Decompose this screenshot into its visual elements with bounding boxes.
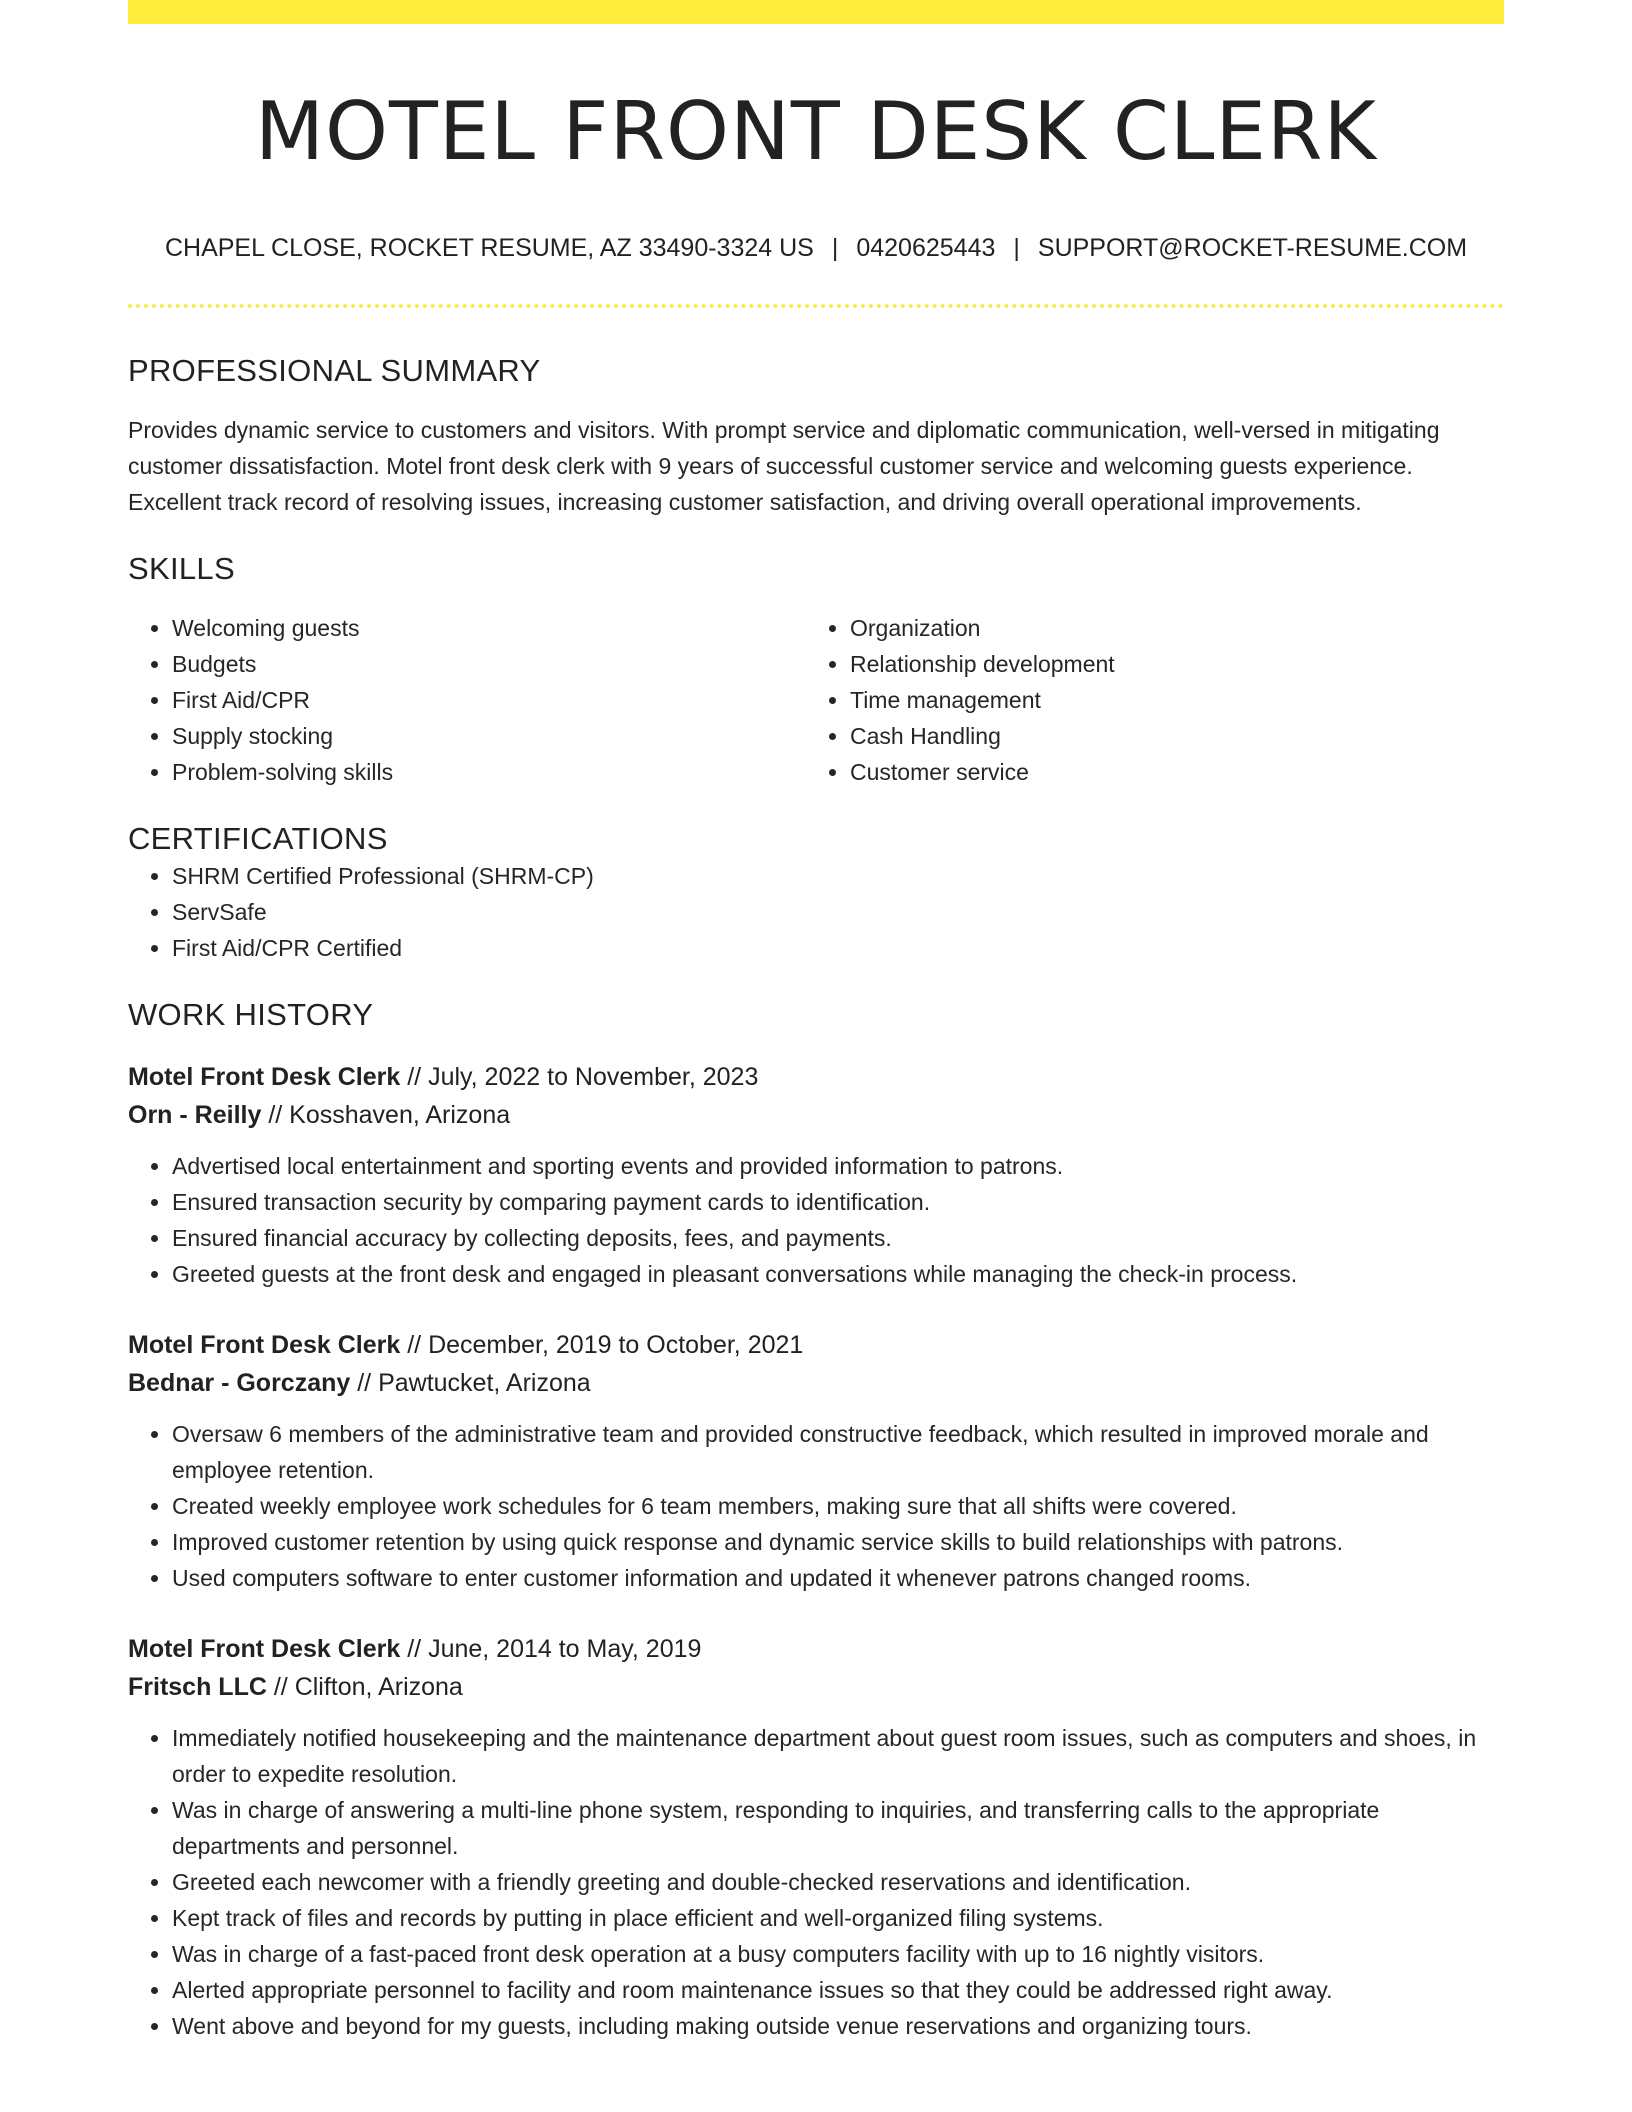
job-bullet: • Used computers software to enter customer information and updated it whenever patrons changed rooms.	[172, 1560, 1504, 1596]
job-title-line	[128, 1058, 1504, 1096]
resume-name-heading: MOTEL FRONT DESK CLERK	[255, 85, 1377, 178]
certification-item: • ServSafe	[172, 894, 1504, 930]
certifications-list	[128, 858, 1504, 966]
job-bullet: • Kept track of files and records by putting in place efficient and well-organized filing systems.	[172, 1900, 1504, 1936]
job-dates: // June, 2014 to May, 2019	[400, 1635, 702, 1663]
job-bullet-list	[128, 1720, 1504, 2044]
skill-item: • Problem-solving skills	[172, 754, 806, 790]
certification-item: • First Aid/CPR Certified	[172, 930, 1504, 966]
job-bullet: • Alerted appropriate personnel to facility and room maintenance issues so that they could be addressed right away.	[172, 1972, 1504, 2008]
skill-item: • Welcoming guests	[172, 610, 806, 646]
job-dates: // July, 2022 to November, 2023	[400, 1063, 759, 1091]
contact-phone: 0420625443	[856, 234, 996, 262]
job-bullet: • Was in charge of a fast-paced front desk operation at a busy computers facility with up to 16 nightly visitors.	[172, 1936, 1504, 1972]
job-location: // Pawtucket, Arizona	[350, 1369, 591, 1397]
job-role: Motel Front Desk Clerk	[128, 1063, 401, 1091]
job-bullet: • Went above and beyond for my guests, including making outside venue reservations and organizing tours.	[172, 2008, 1504, 2044]
contact-address: CHAPEL CLOSE, ROCKET RESUME, AZ 33490-3324 US	[164, 234, 814, 262]
job-bullet: • Greeted guests at the front desk and engaged in pleasant conversations while managing the check-in process.	[172, 1256, 1504, 1292]
job-entry	[128, 1326, 1504, 1596]
job-bullet: • Was in charge of answering a multi-line phone system, responding to inquiries, and transferring calls to the appropriate departments and personnel.	[172, 1792, 1504, 1864]
job-company-line	[128, 1096, 1504, 1134]
job-company: Bednar - Gorczany	[128, 1369, 351, 1397]
job-bullet: • Immediately notified housekeeping and the maintenance department about guest room issues, such as computers and shoes, in order to expedite resolution.	[172, 1720, 1504, 1792]
certifications-section-title: CERTIFICATIONS	[128, 821, 388, 856]
job-entry	[128, 1630, 1504, 2044]
skills-section-title: SKILLS	[128, 551, 235, 586]
summary-section-title: PROFESSIONAL SUMMARY	[128, 353, 541, 388]
job-bullet: • Ensured financial accuracy by collecting deposits, fees, and payments.	[172, 1220, 1504, 1256]
job-entry	[128, 1058, 1504, 1292]
contact-separator: |	[831, 234, 839, 262]
skills-column-left	[128, 610, 806, 790]
job-bullet: • Advertised local entertainment and sporting events and provided information to patrons.	[172, 1148, 1504, 1184]
skill-item: • Organization	[850, 610, 1484, 646]
skills-right-list	[806, 610, 1484, 790]
skill-item: • Supply stocking	[172, 718, 806, 754]
skill-item: • Cash Handling	[850, 718, 1484, 754]
contact-separator: |	[1013, 234, 1020, 262]
job-title-line	[128, 1326, 1504, 1364]
skills-left-list	[128, 610, 806, 790]
job-bullet: • Greeted each newcomer with a friendly greeting and double-checked reservations and identification.	[172, 1864, 1504, 1900]
skills-column-right	[806, 610, 1484, 790]
work-history-section-title: WORK HISTORY	[128, 997, 374, 1032]
contact-email: SUPPORT@ROCKET-RESUME.COM	[1037, 234, 1468, 262]
skills-list	[128, 610, 1504, 790]
job-location: // Kosshaven, Arizona	[261, 1101, 511, 1129]
job-company: Orn - Reilly	[128, 1101, 262, 1129]
job-company: Fritsch LLC	[128, 1673, 267, 1701]
top-accent-bar	[128, 0, 1504, 24]
job-bullet-list	[128, 1416, 1504, 1596]
job-bullet: • Ensured transaction security by comparing payment cards to identification.	[172, 1184, 1504, 1220]
job-company-line	[128, 1364, 1504, 1402]
resume-page	[128, 0, 1504, 2044]
job-role: Motel Front Desk Clerk	[128, 1331, 401, 1359]
summary-text: Provides dynamic service to customers and visitors. With prompt service and diplomatic communication, well-versed in mitigating customer dissatisfaction. Motel front desk clerk with 9 years of successful customer service and welcoming guests experience. Excellent track record of resolving issues, increasing customer satisfaction, and driving overall operational improvements.	[128, 417, 1440, 515]
certification-item: • SHRM Certified Professional (SHRM-CP)	[172, 858, 1504, 894]
job-title-line	[128, 1630, 1504, 1668]
skill-item: • First Aid/CPR	[172, 682, 806, 718]
job-bullet: • Created weekly employee work schedules for 6 team members, making sure that all shifts were covered.	[172, 1488, 1504, 1524]
contact-line	[128, 232, 1504, 264]
dotted-divider	[128, 304, 1504, 308]
job-company-line	[128, 1668, 1504, 1706]
job-bullet-list	[128, 1148, 1504, 1292]
skill-item: • Time management	[850, 682, 1484, 718]
job-bullet: • Improved customer retention by using quick response and dynamic service skills to build relationships with patrons.	[172, 1524, 1504, 1560]
skill-item: • Budgets	[172, 646, 806, 682]
job-location: // Clifton, Arizona	[266, 1673, 463, 1701]
job-role: Motel Front Desk Clerk	[128, 1635, 401, 1663]
job-dates: // December, 2019 to October, 2021	[400, 1331, 804, 1359]
skill-item: • Relationship development	[850, 646, 1484, 682]
skill-item: • Customer service	[850, 754, 1484, 790]
job-bullet: • Oversaw 6 members of the administrative team and provided constructive feedback, which resulted in improved morale and employee retention.	[172, 1416, 1504, 1488]
